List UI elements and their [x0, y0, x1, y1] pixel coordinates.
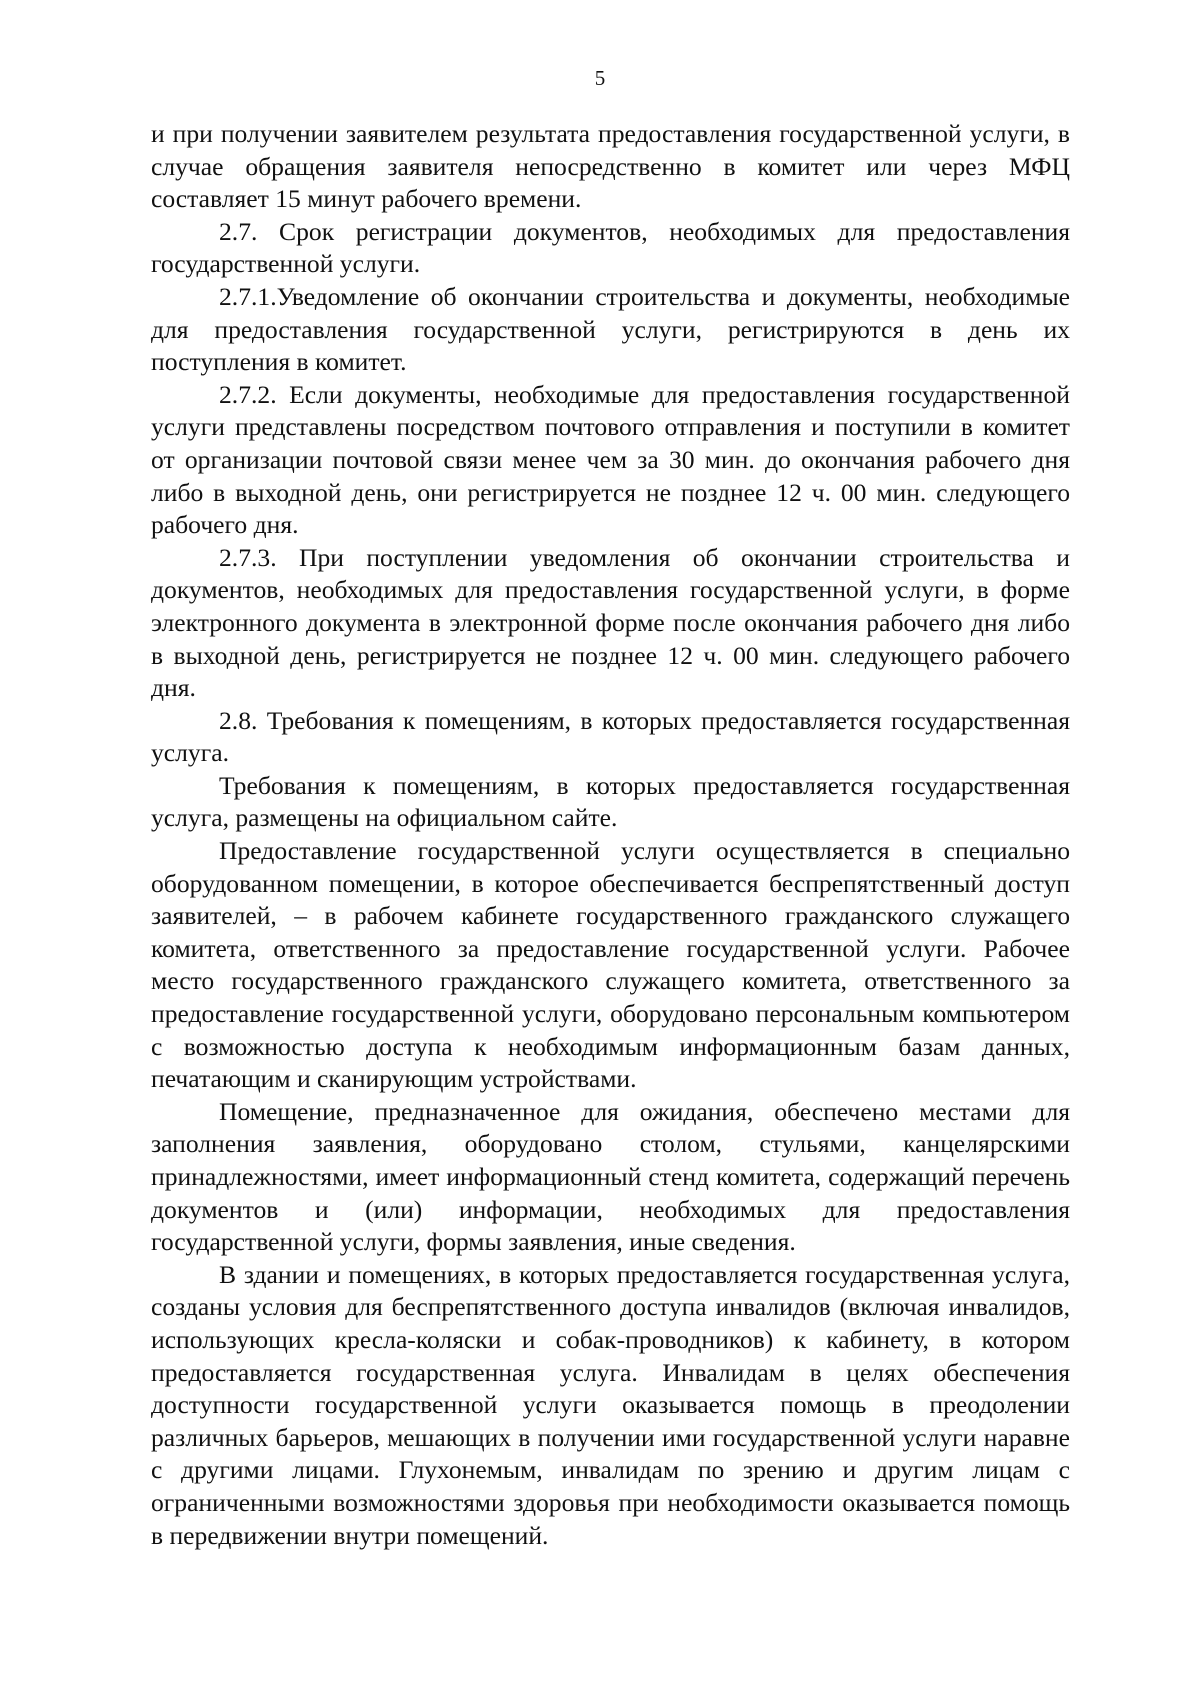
paragraph-accessibility: В здании и помещениях, в которых предоставляется государственная услуга, созданы условия для беспрепятственного доступа инвалидов (включая инвалидов, использующих кресла-коляски и собак-проводников) к кабинету, в котором предоставляется государственная услуга. Инвалидам в целях обеспечения доступности государственной услуги оказывается помощь в преодолении различных барьеров, мешающих в получении ими государственной услуги наравне с другими лицами. Глухонемым, инвалидам по зрению и другим лицам с ограниченными возможностями здоровья при необходимости оказывается помощь в передвижении внутри помещений. [151, 1259, 1070, 1550]
paragraph-2-7: 2.7. Срок регистрации документов, необходимых для предоставления государственной услуги. [151, 216, 1070, 279]
paragraph-2-7-3: 2.7.3. При поступлении уведомления об окончании строительства и документов, необходимых для предоставления государственной услуги, в форме электронного документа в электронной форме после окончания рабочего дня либо в выходной день, регистрируется не позднее 12 ч. 00 мин. следующего рабочего дня. [151, 542, 1070, 703]
paragraph-continuation: и при получении заявителем результата предоставления государственной услуги, в случае обращения заявителя непосредственно в комитет или через МФЦ составляет 15 минут рабочего времени. [151, 119, 1070, 214]
paragraph-2-8: 2.8. Требования к помещениям, в которых предоставляется государственная услуга. [151, 705, 1070, 768]
paragraph-service-premises: Предоставление государственной услуги осуществляется в специально оборудованном помещении, в которое обеспечивается беспрепятственный доступ заявителей, – в рабочем кабинете государственного гражданского служащего комитета, ответственного за предоставление государственной услуги. Рабочее место государственного гражданского служащего комитета, ответственного за предоставление государственной услуги, оборудовано персональным компьютером с возможностью доступа к необходимым информационным базам данных, печатающим и сканирующим устройствами. [151, 836, 1070, 1094]
page-number: 5 [594, 66, 606, 90]
paragraph-requirements-published: Требования к помещениям, в которых предоставляется государственная услуга, размещены на официальном сайте. [151, 770, 1070, 833]
paragraph-2-7-1: 2.7.1.Уведомление об окончании строительства и документы, необходимые для предоставления государственной услуги, регистрируются в день их поступления в комитет. [151, 281, 1070, 377]
document-body [151, 118, 1070, 1552]
paragraph-2-7-2: 2.7.2. Если документы, необходимые для предоставления государственной услуги представлены посредством почтового отправления и поступили в комитет от организации почтовой связи менее чем за 30 мин. до окончания рабочего дня либо в выходной день, они регистрируется не позднее 12 ч. 00 мин. следующего рабочего дня. [151, 379, 1070, 540]
paragraph-waiting-room: Помещение, предназначенное для ожидания, обеспечено местами для заполнения заявления, оборудовано столом, стульями, канцелярскими принадлежностями, имеет информационный стенд комитета, содержащий перечень документов и (или) информации, необходимых для предоставления государственной услуги, формы заявления, иные сведения. [151, 1096, 1070, 1257]
